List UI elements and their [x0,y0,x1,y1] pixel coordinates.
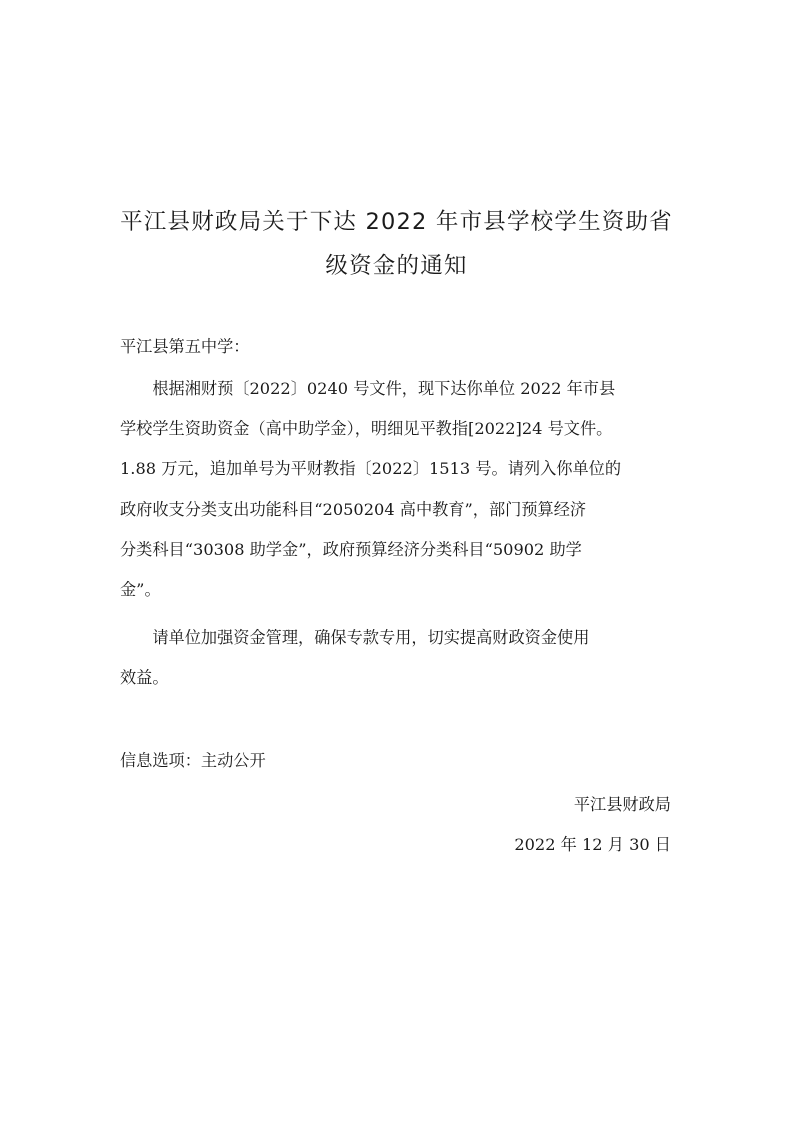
body-line-5: 分类科目“30308 助学金”，政府预算经济分类科目“50902 助学 [120,540,582,559]
body-line-8: 效益。 [120,668,169,687]
salutation: 平江县第五中学： [120,337,250,356]
body-line-6: 金”。 [120,580,161,599]
issuer-signature: 平江县财政局 [573,795,671,814]
document-title-line-2: 级资金的通知 [325,253,468,279]
disclosure-option: 信息选项：主动公开 [120,751,266,770]
issue-date: 2022 年 12 月 30 日 [514,835,671,854]
document-title-line-1: 平江县财政局关于下达 2022 年市县学校学生资助省 [120,209,673,235]
body-line-7: 请单位加强资金管理，确保专款专用，切实提高财政资金使用 [120,628,590,647]
body-line-3: 1.88 万元，追加单号为平财教指〔2022〕1513 号。请列入你单位的 [120,459,622,478]
body-line-4: 政府收支分类支出功能科目“2050204 高中教育”，部门预算经济 [120,500,587,519]
body-line-2: 学校学生资助资金（高中助学金），明细见平教指[2022]24 号文件。 [120,419,613,438]
body-line-1: 根据湘财预〔2022〕0240 号文件，现下达你单位 2022 年市县 [120,379,616,398]
